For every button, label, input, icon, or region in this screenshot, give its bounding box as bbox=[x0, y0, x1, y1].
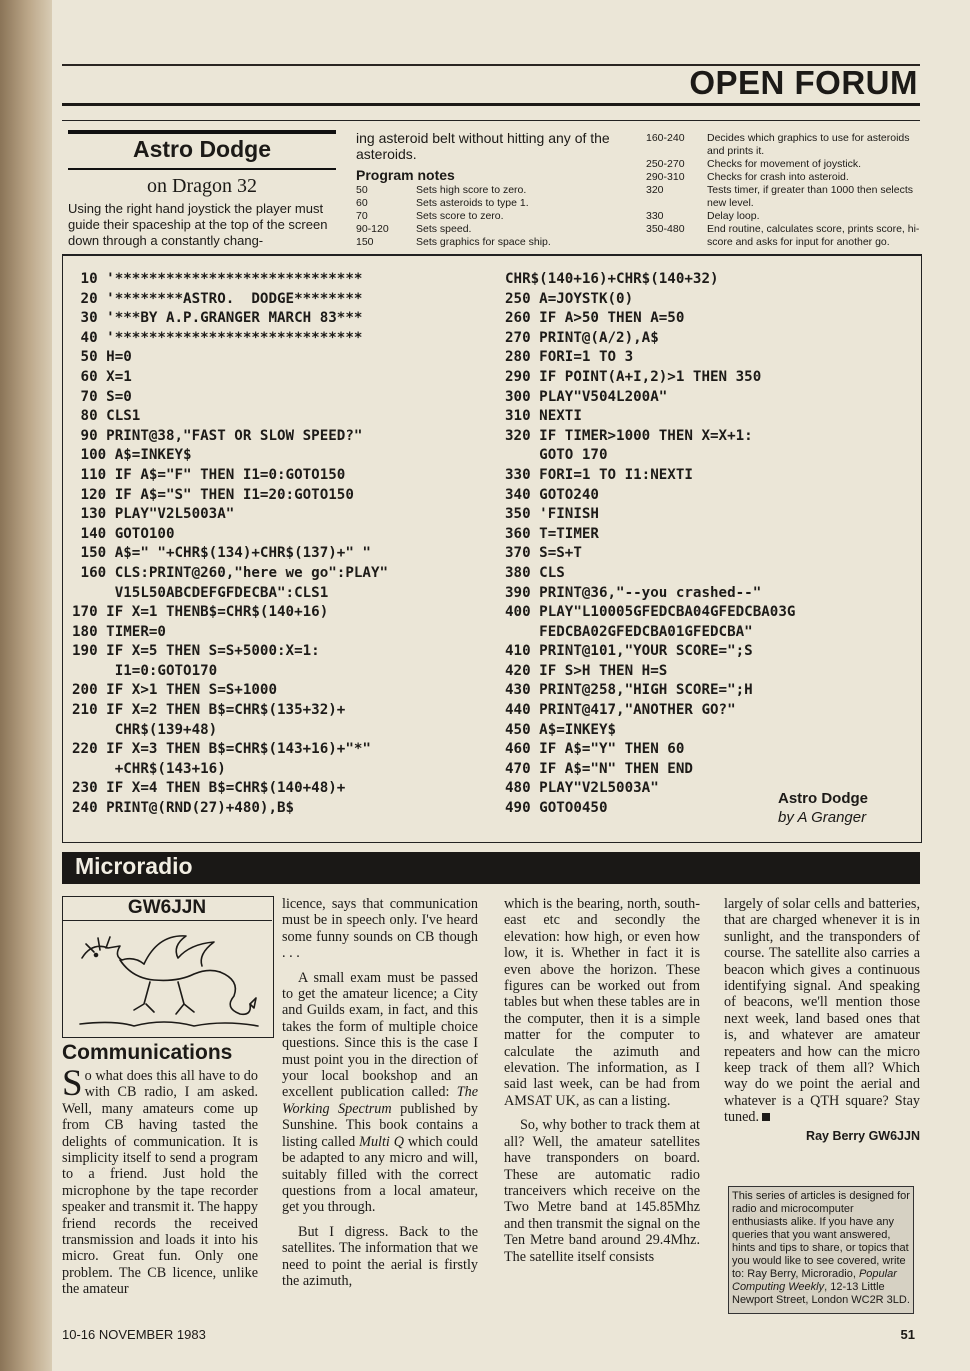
article-paragraph: licence, says that communication must be in speech only. I've heard some funny sounds on CB though . . . bbox=[282, 896, 478, 962]
note-row bbox=[646, 132, 922, 158]
listing-title: Multi Q bbox=[359, 1133, 405, 1150]
note-row bbox=[646, 184, 922, 210]
book-title: The Working Spectrum bbox=[282, 1084, 478, 1117]
program-notes-list-b bbox=[646, 132, 922, 249]
article-paragraph: But I digress. Back to the satellites. The information that we need to point the aerial is firstly the azimuth, bbox=[282, 1223, 478, 1289]
note-lines: 160-240 bbox=[646, 132, 685, 144]
welsh-dragon-icon bbox=[74, 928, 260, 1032]
text-run: , 12-13 Little Newport Street, London WC2R 3LD. bbox=[732, 1281, 910, 1306]
article-column-3 bbox=[504, 896, 700, 1265]
note-row bbox=[646, 158, 922, 171]
article-column-4 bbox=[724, 896, 920, 1144]
title-rule bbox=[68, 130, 336, 134]
byline-author: by A Granger bbox=[778, 809, 867, 826]
note-lines: 150 bbox=[356, 236, 374, 248]
note-row bbox=[356, 184, 646, 197]
note-text: Sets speed. bbox=[416, 223, 472, 235]
note-text: Checks for crash into asteroid. bbox=[707, 171, 849, 183]
byline-title: Astro Dodge bbox=[778, 790, 868, 807]
note-lines: 90-120 bbox=[356, 223, 389, 235]
drop-cap: S bbox=[62, 1063, 83, 1104]
note-lines: 250-270 bbox=[646, 158, 685, 170]
callsign-label: GW6JJN bbox=[62, 896, 272, 921]
title-rule-thin bbox=[68, 168, 336, 170]
program-subtitle: on Dragon 32 bbox=[147, 175, 257, 197]
article-paragraph bbox=[724, 896, 920, 1126]
note-lines: 60 bbox=[356, 197, 368, 209]
section-title: OPEN FORUM bbox=[689, 64, 918, 101]
author-signature: Ray Berry GW6JJN bbox=[806, 1128, 920, 1143]
text-run: which could be adapted to any micro and will, suitably filled with the correct questions from a local amateur, get you through. bbox=[282, 1133, 478, 1216]
article-paragraph: So, why bother to track them at all? Well, the amateur satellites have transponders on board. These are automatic radio tranceivers which receive on the Two Metre band at 145.85Mhz and then transmit the signal on the Ten Metre band around 29.4Mhz. The satellite itself consists bbox=[504, 1117, 700, 1265]
note-text: Sets graphics for space ship. bbox=[416, 236, 551, 248]
note-text: Sets asteroids to type 1. bbox=[416, 197, 529, 209]
article-paragraph bbox=[282, 970, 478, 1216]
program-intro: Using the right hand joystick the player must guide their spaceship at the top of the screen down through a constantly chang- bbox=[68, 201, 328, 248]
article-column-2 bbox=[282, 896, 478, 1289]
end-mark-icon bbox=[762, 1113, 770, 1121]
note-lines: 320 bbox=[646, 184, 664, 196]
program-listing-right: CHR$(140+16)+CHR$(140+32) 250 A=JOYSTK(0) 260 IF A>50 THEN A=50 270 PRINT@(A/2),A$ 280 FORI=1 TO 3 290 IF POINT(A+I,2)>1 THEN 350 300 PLAY"V504L200A" 310 NEXTI 320 IF TIMER>1000 THEN X=X+1: GOTO 170 330 FORI=1 TO I1:NEXTI 340 GOTO240 350 'FINISH 360 T=TIMER 370 S=S+T 380 CLS 390 PRINT@36,"--you crashed--" 400 PLAY"L10005GFEDCBA04GFEDCBA03G FEDCBA02GFEDCBA01GFEDCBA" 410 PRINT@101,"YOUR SCORE=";S 420 IF S>H THEN H=S 430 PRINT@258,"HIGH SCORE=";H 440 PRINT@417,"ANOTHER GO?" 450 A$=INKEY$ 460 IF A$="Y" THEN 60 470 IF A$="N" THEN END 480 PLAY"V2L5003A" 490 GOTO0450 bbox=[505, 271, 796, 817]
note-text: Decides which graphics to use for asteroids and prints it. bbox=[707, 132, 910, 157]
note-lines: 350-480 bbox=[646, 223, 685, 235]
issue-date: 10-16 NOVEMBER 1983 bbox=[62, 1327, 206, 1342]
note-text: Sets high score to zero. bbox=[416, 184, 527, 196]
note-text: Sets score to zero. bbox=[416, 210, 504, 222]
publication-name: Popular Computing Weekly bbox=[732, 1268, 897, 1293]
note-row bbox=[356, 223, 646, 236]
contact-info-box bbox=[728, 1186, 914, 1314]
note-row bbox=[646, 210, 922, 223]
program-notes-list-a bbox=[356, 184, 646, 249]
microradio-title: Microradio bbox=[75, 853, 193, 879]
note-row bbox=[356, 197, 646, 210]
note-text: Tests timer, if greater than 1000 then selects new level. bbox=[707, 184, 914, 209]
text-run: published by Sunshine. This book contains a listing called bbox=[282, 1100, 478, 1150]
program-notes-heading: Program notes bbox=[356, 167, 455, 183]
note-lines: 290-310 bbox=[646, 171, 685, 183]
header-rule-bottom bbox=[62, 103, 920, 106]
article-column-1 bbox=[62, 1063, 258, 1298]
program-listing-left: 10 '***************************** 20 '********ASTRO. DODGE******** 30 '***BY A.P.GRANGER MARCH 83*** 40 '***************************** 50 H=0 60 X=1 70 S=0 80 CLS1 90 PRINT@38,"FAST OR SLOW SPEED?" 100 A$=INKEY$ 110 IF A$="F" THEN I1=0:GOTO150 120 IF A$="S" THEN I1=20:GOTO150 130 PLAY"V2L5003A" 140 GOTO100 150 A$=" "+CHR$(134)+CHR$(137)+" " 160 CLS:PRINT@260,"here we go":PLAY" V15L50ABCDEFGFDECBA":CLS1 170 IF X=1 THENB$=CHR$(140+16) 180 TIMER=0 190 IF X=5 THEN S=S+5000:X=1: I1=0:GOTO170 200 IF X>1 THEN S=S+1000 210 IF X=2 THEN B$=CHR$(135+32)+ CHR$(139+48) 220 IF X=3 THEN B$=CHR$(143+16)+"*" +CHR$(143+16) 230 IF X=4 THEN B$=CHR$(140+48)+ 240 PRINT@(RND(27)+480),B$ bbox=[72, 271, 389, 817]
text-run: A small exam must be passed to get the amateur licence; a City and Guilds exam, in fact, and this takes the form of multiple choice questions. Since this is the case I must point you in the direction of your local bookshop and an excellent publication called: bbox=[282, 969, 478, 1101]
note-lines: 50 bbox=[356, 184, 368, 196]
magazine-spine-shadow bbox=[0, 0, 52, 1371]
page-number: 51 bbox=[900, 1327, 915, 1342]
note-row bbox=[356, 236, 646, 249]
note-row bbox=[646, 223, 922, 249]
article-heading: Communications bbox=[62, 1041, 233, 1064]
text-run: largely of solar cells and batteries, that are charged whenever it is in sunlight, and the transponders of course. The satellite also carries a beacon which gives a continuous identifying signal. And speaking of beacons, we'll mention those next week, land based ones that is, and whatever are amateur repeaters and how can the micro keep track of them all? Which way do we point the aerial and whatever is a QTH square? Stay tuned. bbox=[724, 896, 920, 1126]
program-byline bbox=[778, 789, 868, 827]
program-title: Astro Dodge bbox=[133, 136, 271, 162]
program-intro-continued: ing asteroid belt without hitting any of the asteroids. bbox=[356, 130, 610, 162]
note-lines: 330 bbox=[646, 210, 664, 222]
note-row bbox=[356, 210, 646, 223]
note-text: End routine, calculates score, prints score, hi-score and asks for input for another go. bbox=[707, 223, 920, 248]
article-paragraph: which is the bearing, north, south-east etc and secondly the elevation: how high, or even how low, it is. Whether in fact it is even above the horizon. These figures can be worked out from tables but when these tables are in the computer, then it is a simple matter for the computer to calculate the azimuth and elevation. The information, as I said last week, can be had from AMSAT UK, as can a listing. bbox=[504, 896, 700, 1109]
text-run: This series of articles is designed for radio and microcomputer enthusiasts alike. If you have any queries that you want answered, hints and tips to share, or topics that you would like to see covered, write to: Ray Berry, Microradio, bbox=[732, 1190, 910, 1280]
note-lines: 70 bbox=[356, 210, 368, 222]
note-row bbox=[646, 171, 922, 184]
note-text: Checks for movement of joystick. bbox=[707, 158, 862, 170]
note-text: Delay loop. bbox=[707, 210, 760, 222]
article-paragraph: o what does this all have to do with CB radio, I am asked. Well, many amateurs come up from CB having tasted the delights of communication. It is simplicity itself to send a program to a friend. Just hold the microphone by the tape recorder speaker and transmit it. The happy friend records the received transmission and loads it into his micro. Great fun. Only one problem. The CB licence, unlike the amateur bbox=[62, 1068, 258, 1298]
